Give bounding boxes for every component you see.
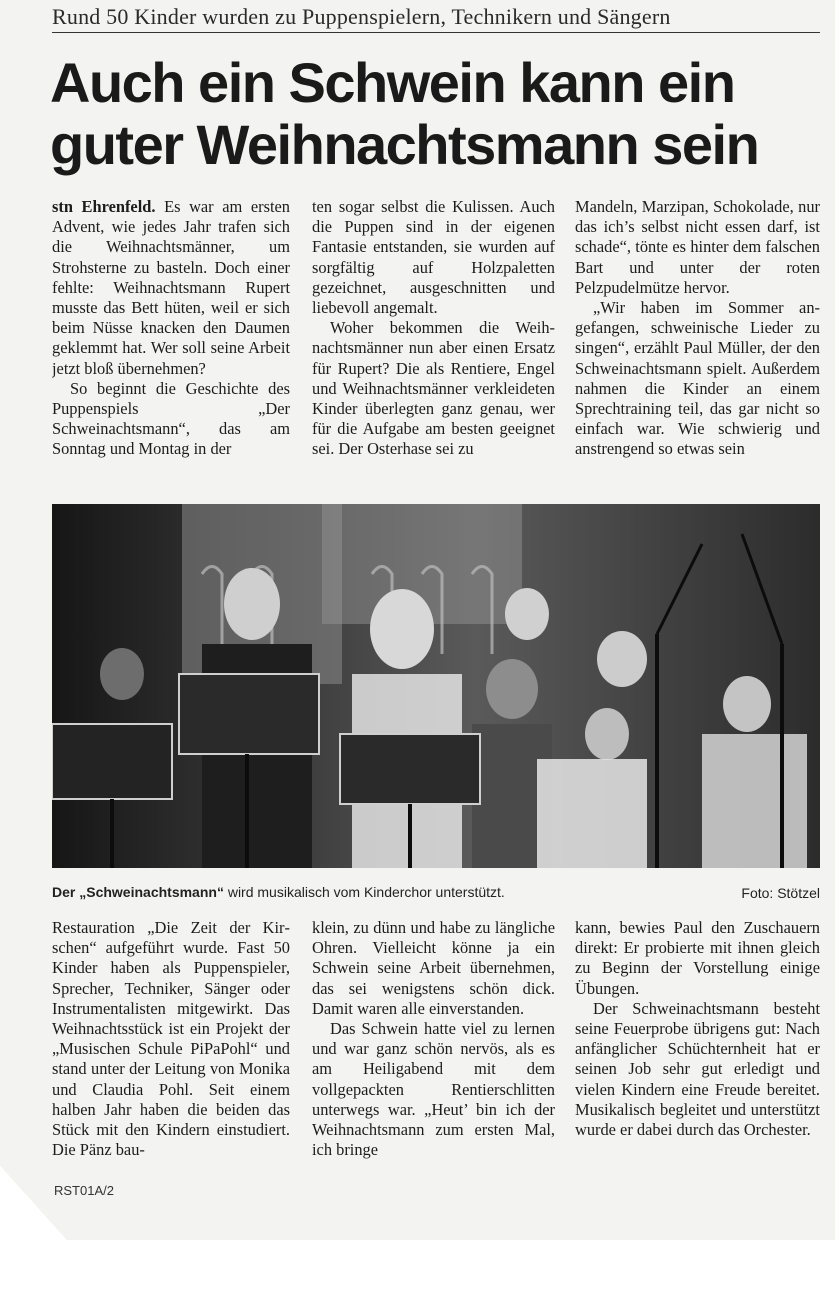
stage-photo-illustration <box>52 504 820 868</box>
paragraph: Der Schweinachtsmann besteht seine Feuerprobe übrigens gut: Nach anfänglicher Schüchternheit hat er seinen Job sehr gut erledigt und vielen Kindern eine Freude bereitet. Musikalisch begleitet und unterstützt wurde er dabei durch das Orchester. <box>575 998 820 1140</box>
paragraph: So beginnt die Geschichte des Puppenspiels „Der Schweinachtsmann“, das am Sonntag und Montag in der <box>52 378 290 459</box>
paragraph-text: Es war am ersten Advent, wie jedes Jahr trafen sich die Weihnachtsmänner, um Strohsterne zu basteln. Doch einer fehlte: Weihnachtsmann Rupert musste das Bett hüten, weil er sich beim Nüsse knacken den Daumen geklemmt hat. Wer soll seine Arbeit jetzt bloß übernehmen? <box>52 197 290 378</box>
dateline: stn Ehrenfeld. <box>52 197 156 216</box>
stage-photo <box>52 504 820 868</box>
headline <box>50 52 830 176</box>
article-column-5 <box>312 918 555 1178</box>
paragraph: Das Schwein hatte viel zu lernen und war ganz schön nervös, als es am Heiligabend mit dem vollgepackten Rentierschlitten unterwegs war. „Heut’ bin ich der Weihnachtsmann zum ersten Mal, ich bringe <box>312 1019 555 1160</box>
paragraph: ten sogar selbst die Kulissen. Auch die Puppen sind in der eigenen Fantasie entstanden, sie wurden auf sorgfältig auf Holzpaletten gezeichnet, ausgeschnitten und liebevoll angemalt. <box>312 197 555 318</box>
article-column-3 <box>575 197 820 489</box>
article-column-1 <box>52 197 290 489</box>
photo-caption <box>52 884 820 900</box>
paragraph <box>52 197 290 379</box>
headline-line-2: guter Weihnachtsmann sein <box>50 113 759 176</box>
article-column-6 <box>575 918 820 1178</box>
paragraph: Woher bekommen die Weihnachtsmänner nun aber einen Ersatz für Rupert? Die als Rentiere, Engel und Weihnachtsmänner verkleideten Kinder überlegten ganz genau, wer für die Aufgabe am besten geeignet sei. Der Osterhase sei zu <box>312 318 555 459</box>
photo-credit: Foto: Stötzel <box>741 885 820 901</box>
paragraph: klein, zu dünn und habe zu längliche Ohren. Vielleicht könne ja ein Schwein seine Arbeit übernehmen, das sei wenigstens schön dick. Damit waren alle einverstanden. <box>312 918 555 1018</box>
paragraph: Restauration „Die Zeit der Kirschen“ aufgeführt wurde. Fast 50 Kinder haben als Puppenspieler, Sprecher, Techniker, Sänger oder Instrumentalisten mitgewirkt. Das Weihnachtsstück ist ein Projekt der „Musischen Schule PiPaPohl“ und stand unter der Leitung von Monika und Claudia Pohl. Seit einem halben Jahr haben die beiden das Stück mit den Kindern einstudiert. Die Pänz bau- <box>52 918 290 1160</box>
paragraph: „Wir haben im Sommer angefangen, schweinische Lieder zu singen“, erzählt Paul Müller, der den Schweinachtsmann spielt. Außerdem nahmen die Kinder an einem Sprechtraining teil, das gar nicht so einfach war. Wie schwierig und anstrengend so etwas sein <box>575 298 820 459</box>
headline-line-1: Auch ein Schwein kann ein <box>50 51 735 114</box>
paragraph: kann, bewies Paul den Zuschauern direkt: Er probierte mit ihnen gleich zu Beginn der Vorstellung einige Übungen. <box>575 918 820 998</box>
article-column-2 <box>312 197 555 489</box>
kicker-line: Rund 50 Kinder wurden zu Puppenspielern, Technikern und Sängern <box>52 4 820 33</box>
article-column-4 <box>52 918 290 1178</box>
caption-bold: Der „Schweinachtsmann“ <box>52 884 224 900</box>
paragraph: Mandeln, Marzipan, Schokolade, nur das ich’s selbst nicht essen darf, ist schade“, tönte es hinter dem falschen Bart und unter der roten Pelzpudelmütze hervor. <box>575 197 820 297</box>
caption-text: wird musikalisch vom Kinderchor unterstützt. <box>223 884 505 900</box>
archive-code: RST01A/2 <box>54 1183 114 1198</box>
